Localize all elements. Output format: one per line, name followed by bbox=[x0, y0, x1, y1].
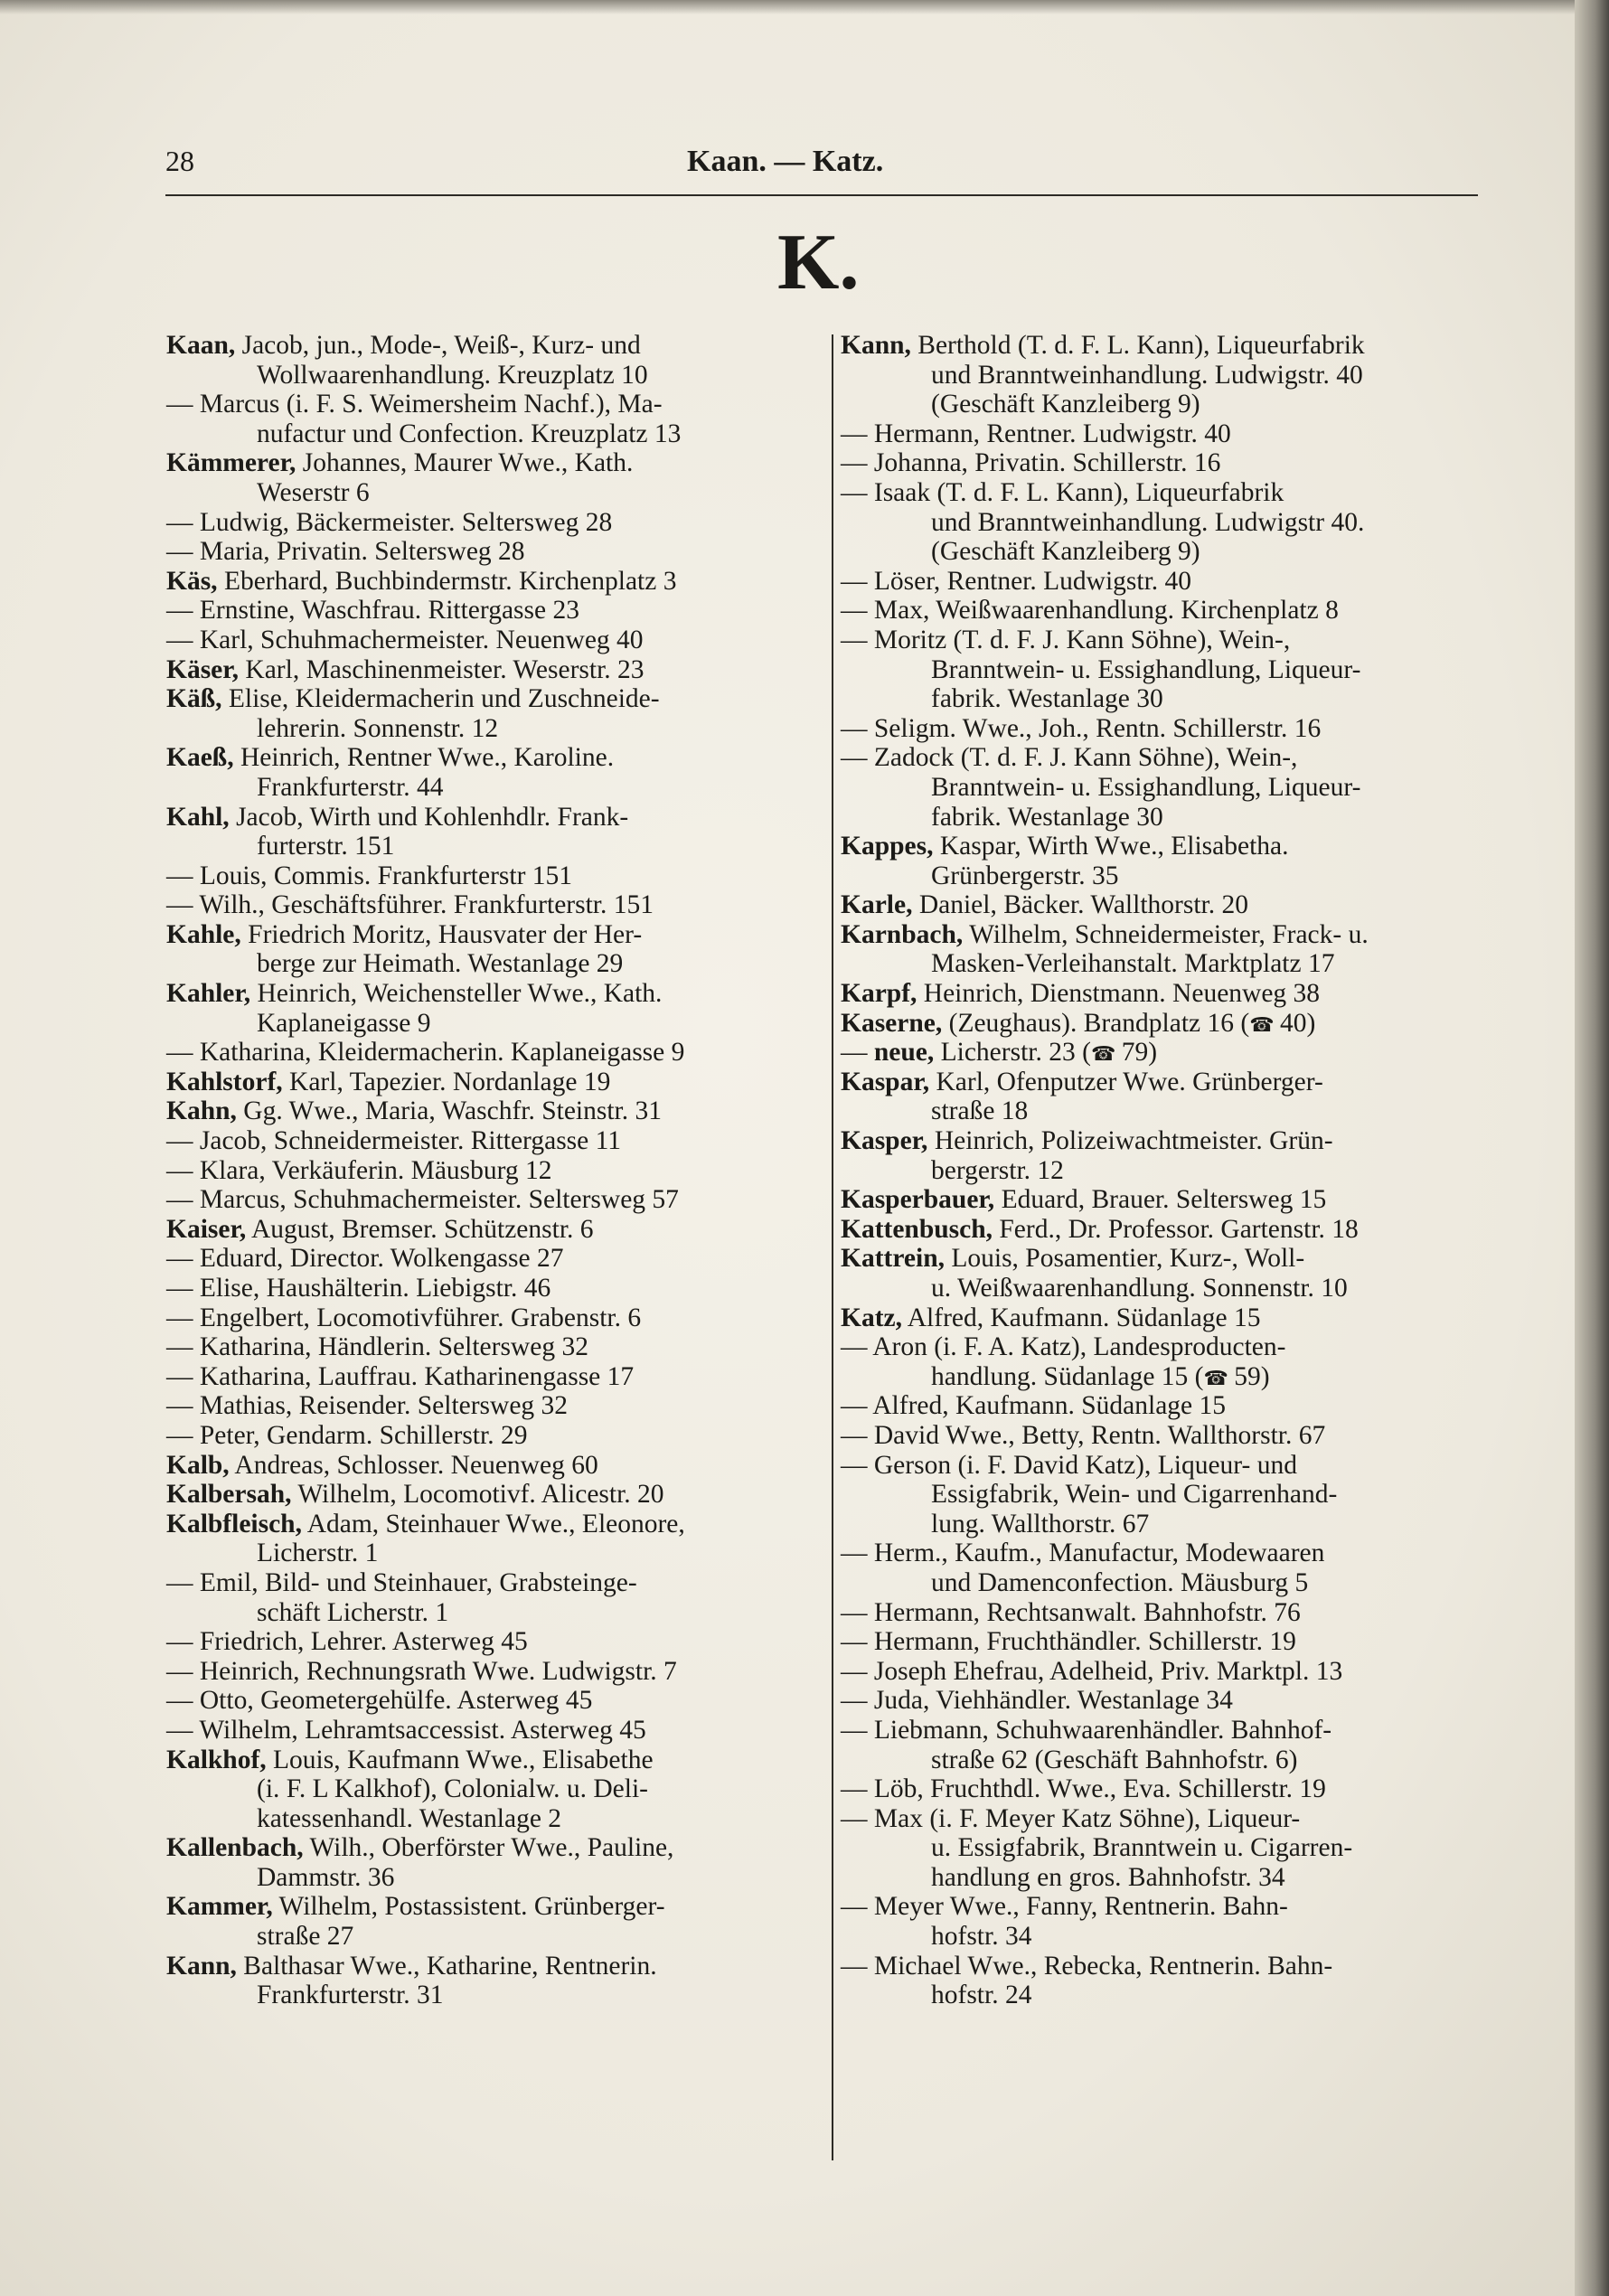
directory-entry bbox=[166, 979, 799, 1009]
directory-entry bbox=[841, 979, 1473, 1009]
right-column bbox=[841, 331, 1473, 2010]
entry-continuation bbox=[166, 1804, 799, 1834]
entry-text: — Michael Wwe., Rebecka, Rentnerin. Bahn- bbox=[841, 1951, 1333, 1981]
entry-text: Jacob, jun., Mode-, Weiß-, Kurz- und bbox=[235, 331, 641, 360]
entry-text: Wollwaarenhandlung. Kreuzplatz 10 bbox=[257, 360, 648, 390]
entry-surname: Kallenbach, bbox=[166, 1833, 304, 1863]
entry-text: — Mathias, Reisender. Seltersweg 32 bbox=[166, 1391, 569, 1421]
sub-entry bbox=[166, 1244, 799, 1274]
entry-text: u. Essigfabrik, Branntwein u. Cigarren- bbox=[931, 1833, 1353, 1863]
entry-surname: Kaeß, bbox=[166, 743, 234, 773]
sub-entry bbox=[841, 626, 1473, 655]
entry-text: Heinrich, Weichensteller Wwe., Kath. bbox=[250, 979, 663, 1009]
directory-entry bbox=[166, 1952, 799, 1981]
entry-text: Ferd., Dr. Professor. Gartenstr. 18 bbox=[993, 1214, 1359, 1244]
entry-text: — Wilhelm, Lehramtsaccessist. Asterweg 45 bbox=[166, 1715, 646, 1745]
sub-entry bbox=[841, 743, 1473, 773]
section-letter: K. bbox=[777, 219, 860, 306]
sub-entry bbox=[841, 596, 1473, 626]
entry-text: Andreas, Schlosser. Neuenweg 60 bbox=[229, 1450, 598, 1480]
entry-text: — Moritz (T. d. F. J. Kann Söhne), Wein-, bbox=[841, 625, 1291, 654]
entry-text: — Heinrich, Rechnungsrath Wwe. Ludwigstr. 7 bbox=[166, 1656, 677, 1686]
entry-continuation bbox=[841, 508, 1473, 538]
entry-text: straße 18 bbox=[931, 1096, 1029, 1126]
entry-continuation bbox=[841, 1863, 1473, 1893]
sub-entry bbox=[841, 1421, 1473, 1451]
entry-text: — Peter, Gendarm. Schillerstr. 29 bbox=[166, 1420, 528, 1450]
entry-surname: Kaiser, bbox=[166, 1214, 247, 1244]
directory-entry bbox=[841, 890, 1473, 920]
sub-entry bbox=[841, 419, 1473, 449]
entry-surname: Kalb, bbox=[166, 1450, 230, 1480]
entry-surname: Kattrein, bbox=[841, 1244, 945, 1274]
entry-text: katessenhandl. Westanlage 2 bbox=[257, 1803, 562, 1833]
entry-text: — Alfred, Kaufmann. Südanlage 15 bbox=[841, 1391, 1227, 1421]
header-rule bbox=[165, 194, 1478, 196]
entry-text: — Hermann, Rechtsanwalt. Bahnhofstr. 76 bbox=[841, 1597, 1301, 1627]
sub-entry bbox=[166, 890, 799, 920]
entry-surname: Karpf, bbox=[841, 979, 917, 1009]
sub-entry bbox=[841, 448, 1473, 478]
entry-text: Eberhard, Buchbindermstr. Kirchenplatz 3 bbox=[217, 566, 677, 596]
sub-entry bbox=[841, 714, 1473, 744]
entry-continuation bbox=[841, 1922, 1473, 1952]
sub-entry bbox=[166, 626, 799, 655]
entry-text: — Karl, Schuhmachermeister. Neuenweg 40 bbox=[166, 625, 644, 654]
entry-continuation bbox=[166, 832, 799, 861]
sub-entry bbox=[841, 1598, 1473, 1628]
entry-surname: Kasperbauer, bbox=[841, 1185, 995, 1215]
entry-continuation bbox=[166, 478, 799, 508]
entry-surname: Kasper, bbox=[841, 1126, 928, 1156]
page-number: 28 bbox=[165, 145, 194, 177]
entry-text: — Otto, Geometergehülfe. Asterweg 45 bbox=[166, 1686, 593, 1716]
entry-surname: Kahlstorf, bbox=[166, 1067, 283, 1096]
entry-continuation bbox=[841, 537, 1473, 567]
entry-text: — Klara, Verkäuferin. Mäusburg 12 bbox=[166, 1155, 552, 1185]
directory-entry bbox=[841, 331, 1473, 361]
entry-text: straße 62 (Geschäft Bahnhofstr. 6) bbox=[931, 1745, 1298, 1774]
directory-entry bbox=[841, 920, 1473, 950]
entry-continuation bbox=[841, 773, 1473, 803]
entry-continuation bbox=[166, 1863, 799, 1893]
entry-text: nufactur und Confection. Kreuzplatz 13 bbox=[257, 419, 682, 448]
entry-text: furterstr. 151 bbox=[257, 832, 395, 861]
directory-entry bbox=[841, 1068, 1473, 1097]
entry-text: Karl, Tapezier. Nordanlage 19 bbox=[282, 1067, 611, 1096]
entry-text: hofstr. 24 bbox=[931, 1981, 1032, 2010]
entry-surname: Kaspar, bbox=[841, 1067, 930, 1096]
entry-text: Gg. Wwe., Maria, Waschfr. Steinstr. 31 bbox=[236, 1096, 662, 1126]
entry-text: Wilhelm, Locomotivf. Alicestr. 20 bbox=[291, 1480, 664, 1510]
entry-text: — Max (i. F. Meyer Katz Söhne), Liqueur- bbox=[841, 1803, 1301, 1833]
entry-text: berge zur Heimath. Westanlage 29 bbox=[257, 949, 624, 979]
telephone-number: 79) bbox=[1115, 1038, 1158, 1068]
entry-surname: Käs, bbox=[166, 566, 218, 596]
entry-surname: Kahl, bbox=[166, 802, 230, 832]
entry-text: Kaspar, Wirth Wwe., Elisabetha. bbox=[933, 832, 1289, 861]
entry-continuation bbox=[841, 1480, 1473, 1510]
entry-text: fabrik. Westanlage 30 bbox=[931, 802, 1163, 832]
sub-entry bbox=[841, 1627, 1473, 1657]
entry-continuation bbox=[841, 1568, 1473, 1598]
entry-continuation bbox=[166, 773, 799, 803]
entry-continuation bbox=[166, 1539, 799, 1568]
sub-entry bbox=[166, 1716, 799, 1746]
entry-text: — Löser, Rentner. Ludwigstr. 40 bbox=[841, 566, 1192, 596]
sub-entry bbox=[841, 1892, 1473, 1922]
entry-text: Wilh., Oberförster Wwe., Pauline, bbox=[303, 1833, 674, 1863]
entry-text: (i. F. L Kalkhof), Colonialw. u. Deli- bbox=[257, 1774, 648, 1804]
entry-text: fabrik. Westanlage 30 bbox=[931, 684, 1163, 714]
entry-text: — Engelbert, Locomotivführer. Grabenstr. 6 bbox=[166, 1303, 642, 1332]
entry-surname: Karle, bbox=[841, 890, 913, 920]
entry-text: Weserstr 6 bbox=[257, 477, 370, 507]
entry-continuation bbox=[841, 390, 1473, 419]
entry-text: lehrerin. Sonnenstr. 12 bbox=[257, 713, 499, 743]
telephone-icon: ☎ bbox=[1249, 1012, 1274, 1036]
entry-text: Daniel, Bäcker. Wallthorstr. 20 bbox=[912, 890, 1248, 920]
entry-continuation bbox=[841, 1362, 1473, 1392]
page-top-shadow bbox=[0, 0, 1609, 14]
entry-text: — Aron (i. F. A. Katz), Landesproducten- bbox=[841, 1332, 1286, 1362]
entry-surname: Kammer, bbox=[166, 1892, 273, 1922]
sub-entry bbox=[166, 1362, 799, 1392]
sub-entry bbox=[166, 1303, 799, 1333]
entry-text: — Emil, Bild- und Steinhauer, Grabsteinge- bbox=[166, 1567, 637, 1597]
directory-entry bbox=[166, 1510, 799, 1539]
sub-entry bbox=[166, 1156, 799, 1186]
entry-continuation bbox=[841, 684, 1473, 714]
telephone-icon: ☎ bbox=[1090, 1042, 1115, 1066]
entry-continuation bbox=[166, 1981, 799, 2010]
entry-text: — David Wwe., Betty, Rentn. Wallthorstr. 67 bbox=[841, 1420, 1326, 1450]
entry-surname: Kahler, bbox=[166, 979, 251, 1009]
entry-text: Licherstr. 1 bbox=[257, 1539, 379, 1568]
sub-entry bbox=[166, 1185, 799, 1215]
entry-text: Heinrich, Rentner Wwe., Karoline. bbox=[233, 743, 615, 773]
entry-text: Licherstr. 23 ( bbox=[934, 1038, 1091, 1068]
sub-entry bbox=[841, 1451, 1473, 1481]
entry-continuation bbox=[841, 655, 1473, 685]
directory-entry bbox=[841, 832, 1473, 861]
entry-continuation bbox=[166, 714, 799, 744]
entry-text: Frankfurterstr. 31 bbox=[257, 1981, 444, 2010]
entry-text: — Meyer Wwe., Fanny, Rentnerin. Bahn- bbox=[841, 1892, 1288, 1922]
sub-entry bbox=[166, 390, 799, 419]
entry-continuation bbox=[841, 361, 1473, 391]
directory-entry bbox=[841, 1126, 1473, 1156]
entry-text: August, Bremser. Schützenstr. 6 bbox=[246, 1214, 594, 1244]
directory-entry bbox=[841, 1244, 1473, 1274]
directory-entry bbox=[166, 920, 799, 950]
entry-continuation bbox=[841, 1156, 1473, 1186]
directory-entry bbox=[841, 1303, 1473, 1333]
entry-text: Dammstr. 36 bbox=[257, 1862, 395, 1892]
entry-text: — Elise, Haushälterin. Liebigstr. 46 bbox=[166, 1274, 551, 1303]
sub-entry bbox=[841, 1774, 1473, 1804]
entry-text: bergerstr. 12 bbox=[931, 1155, 1064, 1185]
directory-entry bbox=[166, 1451, 799, 1481]
entry-text: — Liebmann, Schuhwaarenhändler. Bahnhof- bbox=[841, 1715, 1332, 1745]
entry-text: Karl, Ofenputzer Wwe. Grünberger- bbox=[929, 1067, 1323, 1096]
directory-entry bbox=[166, 331, 799, 361]
telephone-number: 59) bbox=[1227, 1361, 1270, 1391]
sub-entry bbox=[166, 1391, 799, 1421]
entry-text: — Herm., Kaufm., Manufactur, Modewaaren bbox=[841, 1539, 1325, 1568]
entry-text: Branntwein- u. Essighandlung, Liqueur- bbox=[931, 654, 1361, 684]
sub-entry bbox=[166, 1038, 799, 1068]
entry-text: Adam, Steinhauer Wwe., Eleonore, bbox=[301, 1509, 685, 1539]
directory-entry bbox=[166, 655, 799, 685]
entry-text: (Zeughaus). Brandplatz 16 ( bbox=[942, 1008, 1250, 1038]
entry-continuation bbox=[841, 861, 1473, 891]
entry-text: handlung en gros. Bahnhofstr. 34 bbox=[931, 1862, 1285, 1892]
entry-text: und Damenconfection. Mäusburg 5 bbox=[931, 1567, 1309, 1597]
entry-surname: Kann, bbox=[841, 331, 911, 360]
entry-surname: Karnbach, bbox=[841, 919, 964, 949]
directory-entry bbox=[841, 1185, 1473, 1215]
entry-surname: Kann, bbox=[166, 1951, 237, 1981]
entry-text: Alfred, Kaufmann. Südanlage 15 bbox=[902, 1303, 1261, 1332]
sub-entry bbox=[841, 1952, 1473, 1981]
entry-text: — Zadock (T. d. F. J. Kann Söhne), Wein-, bbox=[841, 743, 1298, 773]
entry-surname: Kahn, bbox=[166, 1096, 237, 1126]
entry-text: Eduard, Brauer. Seltersweg 15 bbox=[994, 1185, 1327, 1215]
entry-text: — Isaak (T. d. F. L. Kann), Liqueurfabrik bbox=[841, 477, 1284, 507]
entry-text: — Louis, Commis. Frankfurterstr 151 bbox=[166, 861, 573, 890]
sub-entry bbox=[166, 1568, 799, 1598]
sub-entry bbox=[841, 1804, 1473, 1834]
entry-continuation bbox=[166, 1009, 799, 1039]
running-head: Kaan. — Katz. bbox=[687, 145, 884, 178]
entry-text: — Maria, Privatin. Seltersweg 28 bbox=[166, 537, 525, 567]
entry-text: Elise, Kleidermacherin und Zuschneide- bbox=[221, 684, 660, 714]
entry-text: — Ernstine, Waschfrau. Rittergasse 23 bbox=[166, 596, 579, 626]
sub-entry bbox=[841, 1391, 1473, 1421]
entry-continuation bbox=[166, 1922, 799, 1952]
directory-entry bbox=[166, 1096, 799, 1126]
entry-surname: Käser, bbox=[166, 654, 240, 684]
entry-text: — Katharina, Lauffrau. Katharinengasse 17 bbox=[166, 1361, 635, 1391]
directory-entry bbox=[166, 684, 799, 714]
entry-text: und Branntweinhandlung. Ludwigstr 40. bbox=[931, 507, 1365, 537]
sub-entry bbox=[166, 596, 799, 626]
entry-text: — Johanna, Privatin. Schillerstr. 16 bbox=[841, 448, 1221, 478]
sub-entry bbox=[166, 1126, 799, 1156]
entry-continuation bbox=[166, 361, 799, 391]
entry-text: Berthold (T. d. F. L. Kann), Liqueurfabrik bbox=[910, 331, 1365, 360]
left-column bbox=[166, 331, 799, 2010]
entry-surname: Kaserne, bbox=[841, 1008, 943, 1038]
directory-entry bbox=[166, 1215, 799, 1245]
entry-surname: Kalbfleisch, bbox=[166, 1509, 302, 1539]
entry-surname: Kaan, bbox=[166, 331, 236, 360]
entry-text: schäft Licherstr. 1 bbox=[257, 1597, 449, 1627]
entry-text: Branntwein- u. Essighandlung, Liqueur- bbox=[931, 772, 1361, 802]
book-spine-shadow bbox=[1575, 0, 1609, 2296]
entry-continuation bbox=[841, 1096, 1473, 1126]
sub-entry bbox=[166, 537, 799, 567]
entry-text: Kaplaneigasse 9 bbox=[257, 1008, 431, 1038]
entry-text: Jacob, Wirth und Kohlenhdlr. Frank- bbox=[229, 802, 629, 832]
telephone-number: 40) bbox=[1273, 1008, 1316, 1038]
sub-entry bbox=[841, 1332, 1473, 1362]
entry-text: — Juda, Viehhändler. Westanlage 34 bbox=[841, 1686, 1233, 1716]
entry-text: Frankfurterstr. 44 bbox=[257, 772, 444, 802]
entry-surname: neue, bbox=[873, 1038, 935, 1068]
directory-entry bbox=[166, 448, 799, 478]
entry-text: Wilhelm, Schneidermeister, Frack- u. bbox=[963, 919, 1369, 949]
entry-text: — Marcus, Schuhmachermeister. Seltersweg 57 bbox=[166, 1185, 679, 1215]
sub-entry bbox=[166, 1274, 799, 1303]
sub-entry bbox=[841, 1657, 1473, 1687]
sub-entry bbox=[841, 567, 1473, 597]
sub-entry bbox=[166, 1421, 799, 1451]
entry-text: Johannes, Maurer Wwe., Kath. bbox=[296, 448, 634, 478]
entry-surname: Kattenbusch, bbox=[841, 1214, 993, 1244]
entry-text: — Hermann, Rentner. Ludwigstr. 40 bbox=[841, 419, 1231, 448]
entry-text: straße 27 bbox=[257, 1922, 354, 1952]
directory-entry bbox=[166, 803, 799, 833]
entry-text: Louis, Kaufmann Wwe., Elisabethe bbox=[266, 1745, 654, 1774]
entry-continuation bbox=[841, 1746, 1473, 1775]
entry-text: (Geschäft Kanzleiberg 9) bbox=[931, 537, 1200, 567]
entry-text: und Branntweinhandlung. Ludwigstr. 40 bbox=[931, 360, 1363, 390]
directory-entry bbox=[841, 1009, 1473, 1039]
directory-entry bbox=[166, 743, 799, 773]
entry-surname: Käß, bbox=[166, 684, 222, 714]
entry-text: Grünbergerstr. 35 bbox=[931, 861, 1119, 890]
directory-entry bbox=[166, 1068, 799, 1097]
entry-text: — Max, Weißwaarenhandlung. Kirchenplatz 8 bbox=[841, 596, 1339, 626]
sub-entry bbox=[166, 1627, 799, 1657]
entry-text: Louis, Posamentier, Kurz-, Woll- bbox=[944, 1244, 1305, 1274]
entry-text: (Geschäft Kanzleiberg 9) bbox=[931, 390, 1200, 419]
entry-continuation bbox=[841, 1981, 1473, 2010]
sub-entry bbox=[166, 508, 799, 538]
entry-surname: Kalkhof, bbox=[166, 1745, 267, 1774]
sub-entry bbox=[841, 1038, 1473, 1068]
entry-continuation bbox=[841, 1510, 1473, 1539]
sub-entry bbox=[841, 1686, 1473, 1716]
entry-text: — Katharina, Kleidermacherin. Kaplaneigasse 9 bbox=[166, 1038, 685, 1068]
sub-entry bbox=[166, 1657, 799, 1687]
entry-text: u. Weißwaarenhandlung. Sonnenstr. 10 bbox=[931, 1274, 1348, 1303]
entry-text: — Wilh., Geschäftsführer. Frankfurterstr. 151 bbox=[166, 890, 654, 920]
entry-text: Wilhelm, Postassistent. Grünberger- bbox=[272, 1892, 665, 1922]
entry-text: — Ludwig, Bäckermeister. Seltersweg 28 bbox=[166, 507, 613, 537]
entry-text: — Hermann, Fruchthändler. Schillerstr. 19 bbox=[841, 1627, 1296, 1657]
sub-entry bbox=[166, 1686, 799, 1716]
entry-text: — bbox=[841, 1038, 874, 1068]
sub-entry bbox=[166, 1332, 799, 1362]
directory-entry bbox=[841, 1215, 1473, 1245]
entry-surname: Kämmerer, bbox=[166, 448, 296, 478]
entry-text: — Joseph Ehefrau, Adelheid, Priv. Marktpl. 13 bbox=[841, 1656, 1343, 1686]
sub-entry bbox=[166, 861, 799, 891]
entry-text: handlung. Südanlage 15 ( bbox=[931, 1361, 1204, 1391]
entry-text: — Löb, Fruchthdl. Wwe., Eva. Schillerstr. 19 bbox=[841, 1774, 1326, 1804]
telephone-icon: ☎ bbox=[1203, 1366, 1228, 1389]
entry-continuation bbox=[166, 1774, 799, 1804]
entry-text: Friedrich Moritz, Hausvater der Her- bbox=[240, 919, 643, 949]
entry-text: — Marcus (i. F. S. Weimersheim Nachf.), Ma- bbox=[166, 390, 663, 419]
entry-continuation bbox=[841, 803, 1473, 833]
entry-surname: Katz, bbox=[841, 1303, 902, 1332]
entry-continuation bbox=[841, 949, 1473, 979]
directory-entry bbox=[166, 1833, 799, 1863]
entry-text: — Jacob, Schneidermeister. Rittergasse 11 bbox=[166, 1126, 622, 1156]
entry-text: Heinrich, Dienstmann. Neuenweg 38 bbox=[917, 979, 1321, 1009]
entry-continuation bbox=[166, 419, 799, 449]
directory-entry bbox=[166, 1480, 799, 1510]
entry-continuation bbox=[166, 1598, 799, 1628]
entry-continuation bbox=[166, 949, 799, 979]
entry-continuation bbox=[841, 1833, 1473, 1863]
column-divider bbox=[832, 334, 833, 2160]
directory-entry bbox=[166, 567, 799, 597]
directory-entry bbox=[166, 1892, 799, 1922]
entry-surname: Kahle, bbox=[166, 919, 241, 949]
entry-text: Karl, Maschinenmeister. Weserstr. 23 bbox=[239, 654, 645, 684]
directory-entry bbox=[166, 1746, 799, 1775]
sub-entry bbox=[841, 478, 1473, 508]
entry-text: — Eduard, Director. Wolkengasse 27 bbox=[166, 1244, 564, 1274]
sub-entry bbox=[841, 1716, 1473, 1746]
entry-text: Balthasar Wwe., Katharine, Rentnerin. bbox=[236, 1951, 657, 1981]
entry-surname: Kappes, bbox=[841, 832, 934, 861]
entry-surname: Kalbersah, bbox=[166, 1480, 292, 1510]
entry-text: hofstr. 34 bbox=[931, 1922, 1032, 1952]
entry-text: Heinrich, Polizeiwachtmeister. Grün- bbox=[927, 1126, 1333, 1156]
entry-text: lung. Wallthorstr. 67 bbox=[931, 1509, 1150, 1539]
entry-text: Masken-Verleihanstalt. Marktplatz 17 bbox=[931, 949, 1335, 979]
entry-text: — Gerson (i. F. David Katz), Liqueur- und bbox=[841, 1450, 1297, 1480]
entry-continuation bbox=[841, 1274, 1473, 1303]
entry-text: — Seligm. Wwe., Joh., Rentn. Schillerstr. 16 bbox=[841, 713, 1322, 743]
entry-text: — Friedrich, Lehrer. Asterweg 45 bbox=[166, 1627, 528, 1657]
entry-text: — Katharina, Händlerin. Seltersweg 32 bbox=[166, 1332, 588, 1362]
sub-entry bbox=[841, 1539, 1473, 1568]
entry-text: Essigfabrik, Wein- und Cigarrenhand- bbox=[931, 1480, 1338, 1510]
